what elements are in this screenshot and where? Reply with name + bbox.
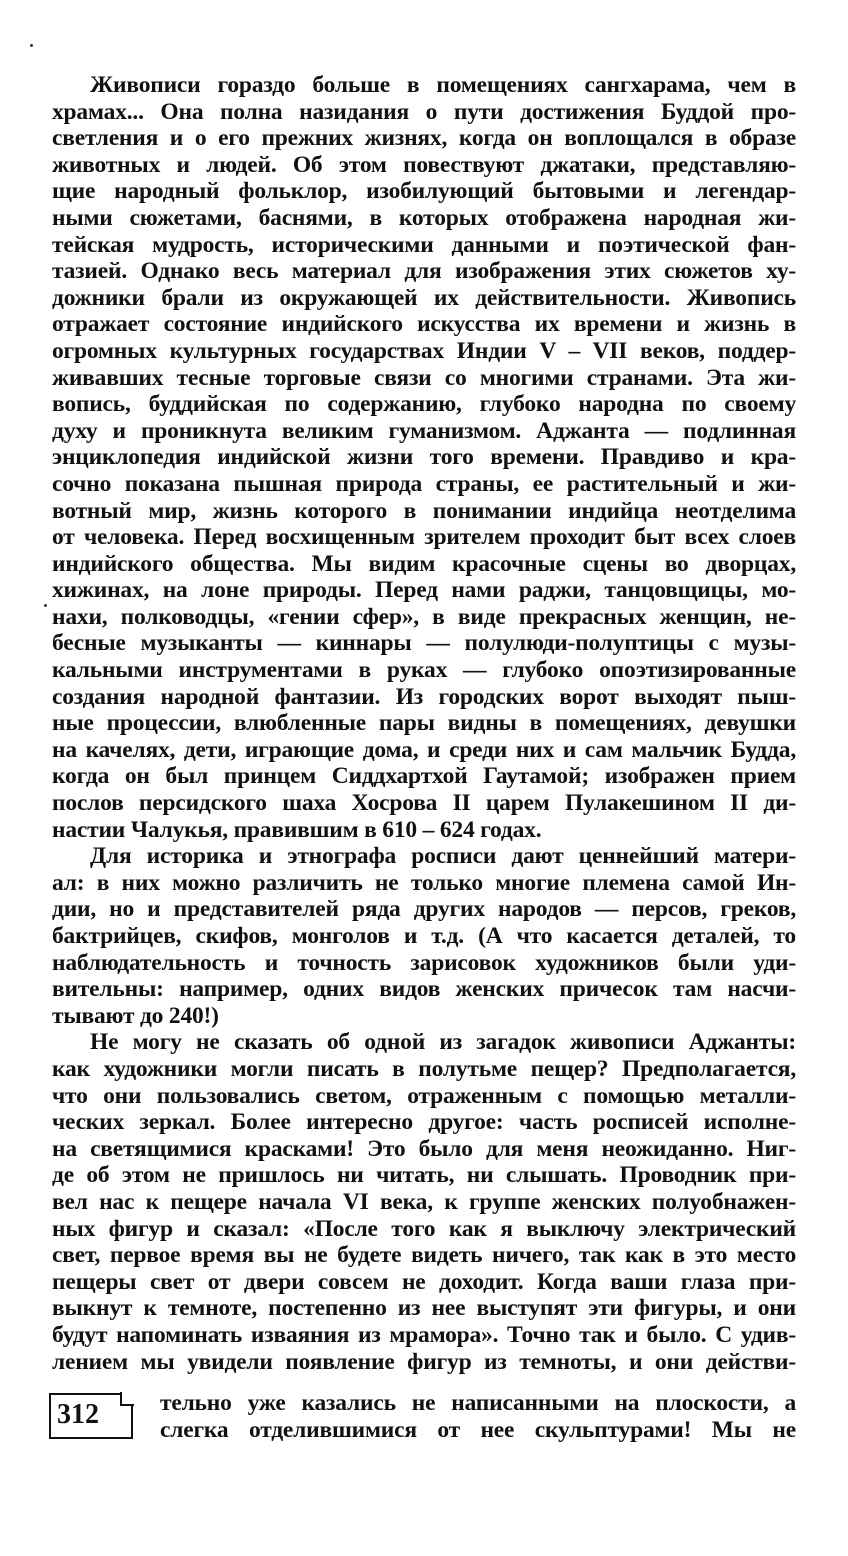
text-line: ными сюжетами, баснями, в которых отображена народная жи-	[52, 204, 796, 231]
text-line: ных фигур и сказал: «После того как я выключу электрический	[52, 1215, 796, 1242]
text-line: энциклопедия индийской жизни того времени. Правдиво и кра-	[52, 444, 796, 471]
text-line: ал: в них можно различить не только многие племена самой Ин-	[52, 869, 796, 896]
page-number: 312	[49, 1393, 133, 1439]
text-line: Не могу не сказать об одной из загадок живописи Аджанты:	[90, 1029, 796, 1056]
text-line: выкнут к темноте, постепенно из нее выступят эти фигуры, и они	[52, 1295, 796, 1322]
text-line: когда он был принцем Сиддхартхой Гаутамой; изображен прием	[52, 763, 796, 790]
text-line: бесные музыканты — киннары — полулюди-полуптицы с музы-	[52, 630, 796, 657]
text-line: духу и проникнута великим гуманизмом. Аджанта — подлинная	[52, 417, 796, 444]
text-line: на качелях, дети, играющие дома, и среди них и сам мальчик Будда,	[52, 736, 796, 763]
text-line: настии Чалукья, правившим в 610 – 624 годах.	[52, 816, 542, 843]
text-line: вотный мир, жизнь которого в понимании индийца неотделима	[52, 497, 796, 524]
text-line: вел нас к пещере начала VI века, к группе женских полуобнажен-	[52, 1188, 796, 1215]
text-line: тейская мудрость, историческими данными и поэтической фан-	[52, 231, 796, 258]
text-line: отражает состояние индийского искусства их времени и жизнь в	[52, 311, 796, 338]
text-line: огромных культурных государствах Индии V – VII веков, поддер-	[52, 337, 796, 364]
text-line: индийского общества. Мы видим красочные сцены во дворцах,	[52, 550, 796, 577]
text-line: нахи, полководцы, «гении сфер», в виде прекрасных женщин, не-	[52, 603, 796, 630]
text-line: де об этом не пришлось ни читать, ни слышать. Проводник при-	[52, 1162, 796, 1189]
scan-speck	[44, 604, 47, 607]
text-line: тывают до 240!)	[52, 1002, 219, 1029]
text-line: животных и людей. Об этом повествуют джатаки, представляю-	[52, 151, 796, 178]
text-line: живавших тесные торговые связи со многими странами. Эта жи-	[52, 364, 796, 391]
text-line: хижинах, на лоне природы. Перед нами раджи, танцовщицы, мо-	[52, 577, 796, 604]
text-line: создания народной фантазии. Из городских ворот выходят пыш-	[52, 683, 796, 710]
text-line: сочно показана пышная природа страны, ее растительный и жи-	[52, 470, 796, 497]
text-line: будут напоминать изваяния из мрамора». Точно так и было. С удив-	[52, 1321, 796, 1348]
text-line: храмах... Она полна назидания о пути достижения Буддой про-	[52, 98, 796, 125]
text-line: кальными инструментами в руках — глубоко опоэтизированные	[52, 657, 796, 684]
text-line: ческих зеркал. Более интересно другое: часть росписей исполне-	[52, 1109, 796, 1136]
text-line: лением мы увидели появление фигур из темноты, и они действи-	[52, 1348, 796, 1375]
text-line: дожники брали из окружающей их действительности. Живопись	[52, 284, 796, 311]
text-line: тельно уже казались не написанными на плоскости, а	[160, 1390, 796, 1416]
text-line: ные процессии, влюбленные пары видны в помещениях, девушки	[52, 710, 796, 737]
text-line: дии, но и представителей ряда других народов — персов, греков,	[52, 896, 796, 923]
text-line: наблюдательность и точность зарисовок художников были уди-	[52, 949, 796, 976]
text-line: бактрийцев, скифов, монголов и т.д. (А что касается деталей, то	[52, 923, 796, 949]
text-line: как художники могли писать в полутьме пещер? Предполагается,	[52, 1055, 796, 1082]
text-line: Для историка и этнографа росписи дают ценнейший матери-	[90, 843, 796, 870]
scan-speck	[30, 44, 33, 47]
text-line: светления и о его прежних жизнях, когда он воплощался в образе	[52, 125, 796, 152]
text-line: на светящимися красками! Это было для меня неожиданно. Ниг-	[52, 1135, 796, 1162]
page-body-continued	[160, 1390, 796, 1443]
text-line: вопись, буддийская по содержанию, глубоко народна по своему	[52, 391, 796, 418]
text-line: вительны: например, одних видов женских причесок там насчи-	[52, 976, 796, 1003]
text-line: щие народный фольклор, изобилующий бытовыми и легендар-	[52, 178, 796, 205]
page-body	[52, 72, 796, 1375]
text-line: тазией. Однако весь материал для изображения этих сюжетов ху-	[52, 258, 796, 285]
text-line: послов персидского шаха Хосрова II царем Пулакешином II ди-	[52, 790, 796, 817]
text-line: что они пользовались светом, отраженным с помощью металли-	[52, 1082, 796, 1109]
text-line: пещеры свет от двери совсем не доходит. Когда ваши глаза при-	[52, 1268, 796, 1295]
text-line: от человека. Перед восхищенным зрителем проходит быт всех слоев	[52, 524, 796, 551]
text-line: свет, первое время вы не будете видеть ничего, так как в это место	[52, 1242, 796, 1269]
text-line: слегка отделившимися от нее скульптурами! Мы не	[160, 1416, 796, 1443]
text-line: Живописи гораздо больше в помещениях сангхарама, чем в	[90, 72, 796, 98]
